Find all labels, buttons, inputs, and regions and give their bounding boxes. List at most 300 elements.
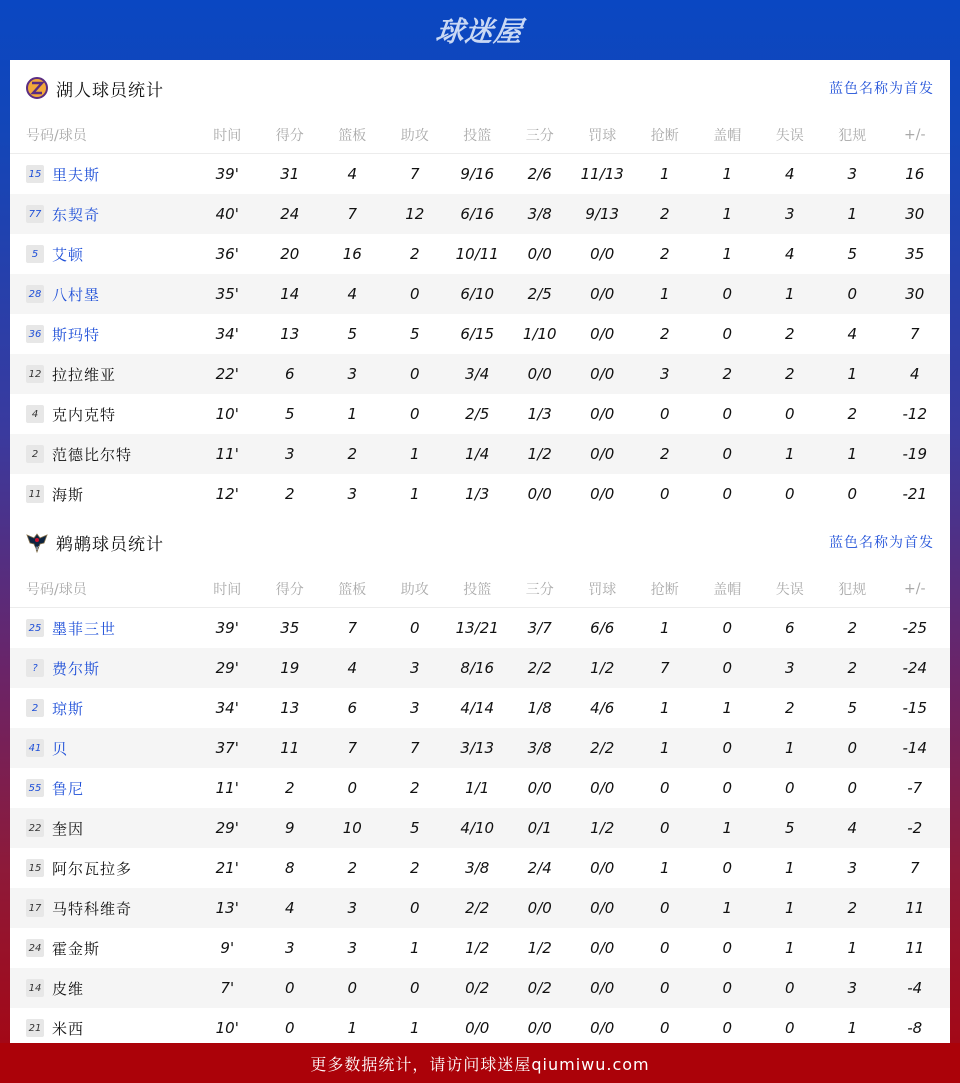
- stat-cell: 3: [409, 659, 420, 677]
- stat-cell: 0: [409, 365, 420, 383]
- stat-cell: 3/4: [465, 365, 490, 383]
- stat-cell: 2: [659, 445, 670, 463]
- column-header[interactable]: 得分: [275, 581, 304, 598]
- stat-cell: 1: [722, 165, 733, 183]
- table-row[interactable]: [10, 234, 950, 274]
- jersey-number: 24: [26, 939, 44, 957]
- player-name[interactable]: 里夫斯: [52, 165, 101, 184]
- stat-cell: 40': [215, 205, 239, 223]
- stat-cell: 5: [409, 325, 420, 343]
- column-header[interactable]: 罚球: [588, 581, 617, 598]
- stat-cell: 0: [722, 405, 733, 423]
- stat-cell: 11: [905, 899, 925, 917]
- stat-cell: -2: [907, 819, 923, 837]
- stat-cell: 2/2: [527, 659, 552, 677]
- column-header[interactable]: 犯规: [838, 127, 867, 144]
- stat-cell: 2/5: [527, 285, 552, 303]
- stat-cell: 39': [215, 165, 239, 183]
- player-cell[interactable]: [26, 898, 196, 919]
- player-name[interactable]: 克内克特: [52, 405, 117, 424]
- stat-cell: 10': [215, 1019, 239, 1037]
- player-name[interactable]: 皮维: [52, 979, 85, 998]
- column-header[interactable]: 号码/球员: [26, 581, 87, 598]
- column-header[interactable]: 抢断: [650, 581, 679, 598]
- stat-cell: 2: [284, 485, 295, 503]
- stat-cell: 36': [215, 245, 239, 263]
- player-cell[interactable]: [26, 164, 196, 185]
- stat-cell: 6: [784, 619, 795, 637]
- stat-cell: 20: [280, 245, 300, 263]
- stat-cell: 39': [215, 619, 239, 637]
- stat-cell: 1: [659, 699, 670, 717]
- table-row[interactable]: [10, 608, 950, 648]
- stat-cell: 4: [347, 285, 358, 303]
- player-cell[interactable]: [26, 204, 196, 225]
- player-cell[interactable]: [26, 324, 196, 345]
- stat-cell: 22': [215, 365, 239, 383]
- column-header[interactable]: 盖帽: [713, 581, 742, 598]
- stat-cell: 1: [659, 859, 670, 877]
- player-cell[interactable]: [26, 284, 196, 305]
- pelicans-logo-icon: [26, 531, 48, 553]
- team-name: 湖人球员统计: [56, 80, 164, 101]
- jersey-number: 17: [26, 899, 44, 917]
- stat-cell: 2/6: [527, 165, 552, 183]
- stat-cell: 11/13: [580, 165, 624, 183]
- stat-cell: 0: [722, 979, 733, 997]
- stat-cell: 1/1: [465, 779, 490, 797]
- team-title: [26, 530, 164, 555]
- jersey-number: ?: [26, 659, 44, 677]
- stat-cell: 0/0: [590, 1019, 615, 1037]
- jersey-number: 4: [26, 405, 44, 423]
- stat-cell: 6: [347, 699, 358, 717]
- stat-cell: 0/0: [527, 245, 552, 263]
- stat-cell: 1: [722, 699, 733, 717]
- player-cell[interactable]: [26, 618, 196, 639]
- player-name[interactable]: 海斯: [52, 485, 85, 504]
- stat-cell: 2: [409, 779, 420, 797]
- stat-cell: 24: [280, 205, 300, 223]
- jersey-number: 2: [26, 699, 44, 717]
- stat-cell: 10/11: [455, 245, 499, 263]
- stat-cell: 2: [347, 859, 358, 877]
- jersey-number: 15: [26, 859, 44, 877]
- stat-cell: 31: [280, 165, 300, 183]
- starter-legend: 蓝色名称为首发: [829, 81, 934, 97]
- brand-header: [0, 0, 960, 60]
- stat-cell: 7: [909, 859, 920, 877]
- stat-cell: 2: [659, 325, 670, 343]
- player-cell[interactable]: [26, 404, 196, 425]
- player-cell[interactable]: [26, 978, 196, 999]
- stat-cell: 0/0: [590, 979, 615, 997]
- stat-cell: 3: [409, 699, 420, 717]
- stat-cell: 6/10: [460, 285, 495, 303]
- stat-cell: 34': [215, 325, 239, 343]
- stat-cell: 0: [409, 285, 420, 303]
- stat-cell: 13/21: [455, 619, 499, 637]
- stat-cell: 1/2: [590, 659, 615, 677]
- table-row[interactable]: [10, 968, 950, 1008]
- jersey-number: 12: [26, 365, 44, 383]
- jersey-number: 2: [26, 445, 44, 463]
- player-cell[interactable]: [26, 858, 196, 879]
- stat-cell: 11: [905, 939, 925, 957]
- stat-cell: 4/6: [590, 699, 615, 717]
- stat-cell: 9': [220, 939, 235, 957]
- stat-cell: 0/0: [590, 245, 615, 263]
- stat-cell: 1: [659, 619, 670, 637]
- stat-cell: 2/2: [590, 739, 615, 757]
- stat-cell: 13: [280, 325, 300, 343]
- stat-cell: 0/1: [527, 819, 552, 837]
- stat-cell: 0/0: [527, 899, 552, 917]
- table-row[interactable]: [10, 848, 950, 888]
- stat-cell: 3: [659, 365, 670, 383]
- stat-cell: 0/0: [590, 779, 615, 797]
- table-row[interactable]: [10, 728, 950, 768]
- stat-cell: 19: [280, 659, 300, 677]
- player-cell[interactable]: [26, 364, 196, 385]
- stat-cell: 4: [347, 659, 358, 677]
- stat-cell: 7: [909, 325, 920, 343]
- stat-cell: 0/0: [590, 859, 615, 877]
- stat-cell: -12: [902, 405, 927, 423]
- table-row[interactable]: [10, 808, 950, 848]
- column-header[interactable]: 时间: [213, 127, 242, 144]
- stat-cell: 3: [347, 939, 358, 957]
- player-name[interactable]: 米西: [52, 1019, 85, 1038]
- column-header[interactable]: 号码/球员: [26, 127, 87, 144]
- lakers-logo-icon: [26, 77, 48, 99]
- stat-cell: 2/2: [465, 899, 490, 917]
- stat-cell: 2: [784, 325, 795, 343]
- stat-cell: 1: [784, 899, 795, 917]
- stat-cell: 0: [784, 979, 795, 997]
- stat-cell: 11: [280, 739, 300, 757]
- table-row[interactable]: [10, 194, 950, 234]
- table-row[interactable]: [10, 1008, 950, 1048]
- stat-cell: 0: [659, 485, 670, 503]
- stat-cell: 3: [847, 165, 858, 183]
- stat-cell: 0/0: [527, 365, 552, 383]
- stat-cell: 2: [347, 445, 358, 463]
- table-row[interactable]: [10, 928, 950, 968]
- stat-cell: 7': [220, 979, 235, 997]
- player-name[interactable]: 琼斯: [52, 699, 85, 718]
- stats-card: [10, 60, 950, 1043]
- column-header[interactable]: 助攻: [400, 581, 429, 598]
- stat-cell: 13': [215, 899, 239, 917]
- stat-cell: 3/7: [527, 619, 552, 637]
- player-name[interactable]: 拉拉维亚: [52, 365, 117, 384]
- stat-cell: 16: [342, 245, 362, 263]
- stat-cell: -15: [902, 699, 927, 717]
- stat-cell: 4: [847, 325, 858, 343]
- column-header[interactable]: 投篮: [463, 127, 492, 144]
- stat-cell: 0: [659, 979, 670, 997]
- stat-cell: 4/10: [460, 819, 495, 837]
- table-row[interactable]: [10, 154, 950, 194]
- stat-cell: 7: [409, 165, 420, 183]
- player-cell[interactable]: [26, 738, 196, 759]
- stat-cell: 5: [347, 325, 358, 343]
- player-name[interactable]: 奎因: [52, 819, 85, 838]
- player-cell[interactable]: [26, 938, 196, 959]
- stat-cell: 7: [347, 205, 358, 223]
- jersey-number: 22: [26, 819, 44, 837]
- stat-cell: 0: [659, 939, 670, 957]
- stat-cell: 5: [284, 405, 295, 423]
- stat-cell: 2/5: [465, 405, 490, 423]
- stat-cell: 21': [215, 859, 239, 877]
- table-row[interactable]: [10, 314, 950, 354]
- stat-cell: 0: [722, 939, 733, 957]
- table-row[interactable]: [10, 394, 950, 434]
- stat-cell: 12': [215, 485, 239, 503]
- column-header[interactable]: 失误: [775, 581, 804, 598]
- stat-cell: -4: [907, 979, 923, 997]
- player-name[interactable]: 东契奇: [52, 205, 101, 224]
- stat-cell: 0/0: [590, 365, 615, 383]
- stat-cell: -19: [902, 445, 927, 463]
- stat-cell: 3: [784, 659, 795, 677]
- stat-cell: 0: [722, 325, 733, 343]
- stat-cell: 5: [847, 245, 858, 263]
- stat-cell: -14: [902, 739, 927, 757]
- stat-cell: 0/0: [590, 939, 615, 957]
- player-cell[interactable]: [26, 484, 196, 505]
- stat-cell: 1: [784, 939, 795, 957]
- stat-cell: 0/0: [590, 325, 615, 343]
- player-name[interactable]: 范德比尔特: [52, 445, 133, 464]
- stat-cell: 1: [847, 365, 858, 383]
- stat-cell: 0/0: [527, 485, 552, 503]
- stat-cell: 1: [847, 1019, 858, 1037]
- stat-cell: 4: [784, 165, 795, 183]
- column-header[interactable]: 篮板: [338, 127, 367, 144]
- stat-cell: 1: [847, 939, 858, 957]
- stat-cell: 1: [784, 285, 795, 303]
- stat-cell: 0: [659, 819, 670, 837]
- player-cell[interactable]: [26, 1018, 196, 1039]
- stat-cell: 12: [405, 205, 425, 223]
- stat-cell: 35': [215, 285, 239, 303]
- stat-cell: 0/2: [527, 979, 552, 997]
- stat-cell: 1: [409, 445, 420, 463]
- stat-cell: 8: [284, 859, 295, 877]
- jersey-number: 11: [26, 485, 44, 503]
- stat-cell: 2: [722, 365, 733, 383]
- stat-cell: 1/2: [527, 939, 552, 957]
- player-name[interactable]: 斯玛特: [52, 325, 101, 344]
- stat-cell: 3/8: [527, 205, 552, 223]
- column-header[interactable]: 三分: [525, 127, 554, 144]
- player-name[interactable]: 八村塁: [52, 285, 101, 304]
- stat-cell: 1: [784, 445, 795, 463]
- stat-cell: 0: [659, 1019, 670, 1037]
- column-header[interactable]: +/-: [904, 580, 926, 597]
- column-header[interactable]: 失误: [775, 127, 804, 144]
- stat-cell: -8: [907, 1019, 923, 1037]
- stat-cell: 0: [784, 1019, 795, 1037]
- stat-cell: -24: [902, 659, 927, 677]
- stat-cell: 35: [905, 245, 925, 263]
- jersey-number: 14: [26, 979, 44, 997]
- column-header[interactable]: 盖帽: [713, 127, 742, 144]
- stat-cell: 6/16: [460, 205, 495, 223]
- stat-cell: 0: [659, 899, 670, 917]
- stat-cell: 1: [659, 739, 670, 757]
- stat-cell: 2/4: [527, 859, 552, 877]
- stat-cell: 0/2: [465, 979, 490, 997]
- player-cell[interactable]: [26, 698, 196, 719]
- table-row[interactable]: [10, 354, 950, 394]
- column-header[interactable]: 三分: [525, 581, 554, 598]
- stat-cell: 1/2: [465, 939, 490, 957]
- stat-cell: 9/16: [460, 165, 495, 183]
- stat-cell: 2: [847, 405, 858, 423]
- stat-cell: 5: [784, 819, 795, 837]
- stat-cell: 0/0: [527, 779, 552, 797]
- team-section-header: [10, 514, 950, 570]
- stat-cell: 0: [722, 445, 733, 463]
- player-name[interactable]: 贝: [52, 739, 69, 758]
- stat-cell: 0/0: [465, 1019, 490, 1037]
- stat-cell: 1: [784, 859, 795, 877]
- stat-cell: 1/3: [527, 405, 552, 423]
- stat-cell: 0/0: [590, 445, 615, 463]
- footer-text: 更多数据统计，请访问球迷屋qiumiwu.com: [310, 1054, 650, 1074]
- player-name[interactable]: 墨菲三世: [52, 619, 117, 638]
- player-name[interactable]: 阿尔瓦拉多: [52, 859, 133, 878]
- jersey-number: 21: [26, 1019, 44, 1037]
- column-header[interactable]: 抢断: [650, 127, 679, 144]
- stat-cell: 3/13: [460, 739, 495, 757]
- stat-cell: 6/6: [590, 619, 615, 637]
- stat-cell: 0: [347, 979, 358, 997]
- stat-cell: 0: [284, 1019, 295, 1037]
- stat-cell: 1: [722, 205, 733, 223]
- column-header[interactable]: +/-: [904, 126, 926, 143]
- stat-cell: 3: [347, 365, 358, 383]
- stat-cell: 4: [284, 899, 295, 917]
- stat-cell: 0: [722, 779, 733, 797]
- stat-cell: 5: [409, 819, 420, 837]
- stat-cell: 0: [722, 859, 733, 877]
- stat-cell: 14: [280, 285, 300, 303]
- table-row[interactable]: [10, 434, 950, 474]
- stat-cell: 0: [784, 405, 795, 423]
- stat-cell: 1/2: [590, 819, 615, 837]
- stat-cell: 1/3: [465, 485, 490, 503]
- jersey-number: 36: [26, 325, 44, 343]
- stat-cell: 7: [659, 659, 670, 677]
- table-row[interactable]: [10, 648, 950, 688]
- table-row[interactable]: [10, 688, 950, 728]
- player-cell[interactable]: [26, 244, 196, 265]
- stat-cell: 7: [409, 739, 420, 757]
- stat-cell: 0: [722, 1019, 733, 1037]
- stat-cell: 9/13: [585, 205, 620, 223]
- stat-cell: 4: [347, 165, 358, 183]
- stat-cell: 30: [905, 285, 925, 303]
- player-cell[interactable]: [26, 778, 196, 799]
- table-row[interactable]: [10, 888, 950, 928]
- column-header[interactable]: 犯规: [838, 581, 867, 598]
- player-name[interactable]: 霍金斯: [52, 939, 101, 958]
- stat-cell: 4/14: [460, 699, 495, 717]
- column-header[interactable]: 得分: [275, 127, 304, 144]
- stat-cell: 0: [347, 779, 358, 797]
- player-cell[interactable]: [26, 818, 196, 839]
- player-name[interactable]: 马特科维奇: [52, 899, 133, 918]
- starter-legend: 蓝色名称为首发: [829, 535, 934, 551]
- stat-cell: 1: [409, 1019, 420, 1037]
- stat-cell: 1: [347, 1019, 358, 1037]
- stat-cell: 1: [784, 739, 795, 757]
- stat-cell: 13: [280, 699, 300, 717]
- stat-cell: 0: [847, 779, 858, 797]
- stat-cell: 10: [342, 819, 362, 837]
- stat-cell: 0: [722, 739, 733, 757]
- stat-cell: 35: [280, 619, 300, 637]
- table-row[interactable]: [10, 274, 950, 314]
- stat-cell: -7: [907, 779, 923, 797]
- jersey-number: 5: [26, 245, 44, 263]
- stat-cell: 2: [409, 859, 420, 877]
- column-header[interactable]: 篮板: [338, 581, 367, 598]
- jersey-number: 41: [26, 739, 44, 757]
- stat-cell: 3: [347, 485, 358, 503]
- stat-cell: 0/0: [527, 1019, 552, 1037]
- stat-cell: 0: [284, 979, 295, 997]
- column-header[interactable]: 助攻: [400, 127, 429, 144]
- player-name[interactable]: 鲁尼: [52, 779, 85, 798]
- stat-cell: 0: [847, 285, 858, 303]
- stat-cell: 0/0: [590, 899, 615, 917]
- column-header[interactable]: 投篮: [463, 581, 492, 598]
- column-header[interactable]: 时间: [213, 581, 242, 598]
- table-row[interactable]: [10, 768, 950, 808]
- stat-cell: 2: [784, 699, 795, 717]
- stat-cell: 6/15: [460, 325, 495, 343]
- player-name[interactable]: 费尔斯: [52, 659, 101, 678]
- team-title: [26, 76, 164, 101]
- player-cell[interactable]: [26, 444, 196, 465]
- jersey-number: 15: [26, 165, 44, 183]
- stat-cell: 7: [347, 619, 358, 637]
- table-row[interactable]: [10, 474, 950, 514]
- footer-banner[interactable]: [0, 1043, 960, 1083]
- column-header[interactable]: 罚球: [588, 127, 617, 144]
- stat-cell: 1: [722, 245, 733, 263]
- stat-cell: 1: [409, 939, 420, 957]
- team-section-header: [10, 60, 950, 116]
- stat-cell: 0: [409, 979, 420, 997]
- stat-cell: 3: [284, 939, 295, 957]
- stat-cell: 1: [347, 405, 358, 423]
- stat-cell: 2: [847, 659, 858, 677]
- stat-cell: 1: [659, 285, 670, 303]
- player-cell[interactable]: [26, 658, 196, 679]
- stat-cell: 1/8: [527, 699, 552, 717]
- stat-cell: 0: [847, 485, 858, 503]
- stat-cell: 1: [722, 819, 733, 837]
- stat-cell: 29': [215, 659, 239, 677]
- player-name[interactable]: 艾顿: [52, 245, 85, 264]
